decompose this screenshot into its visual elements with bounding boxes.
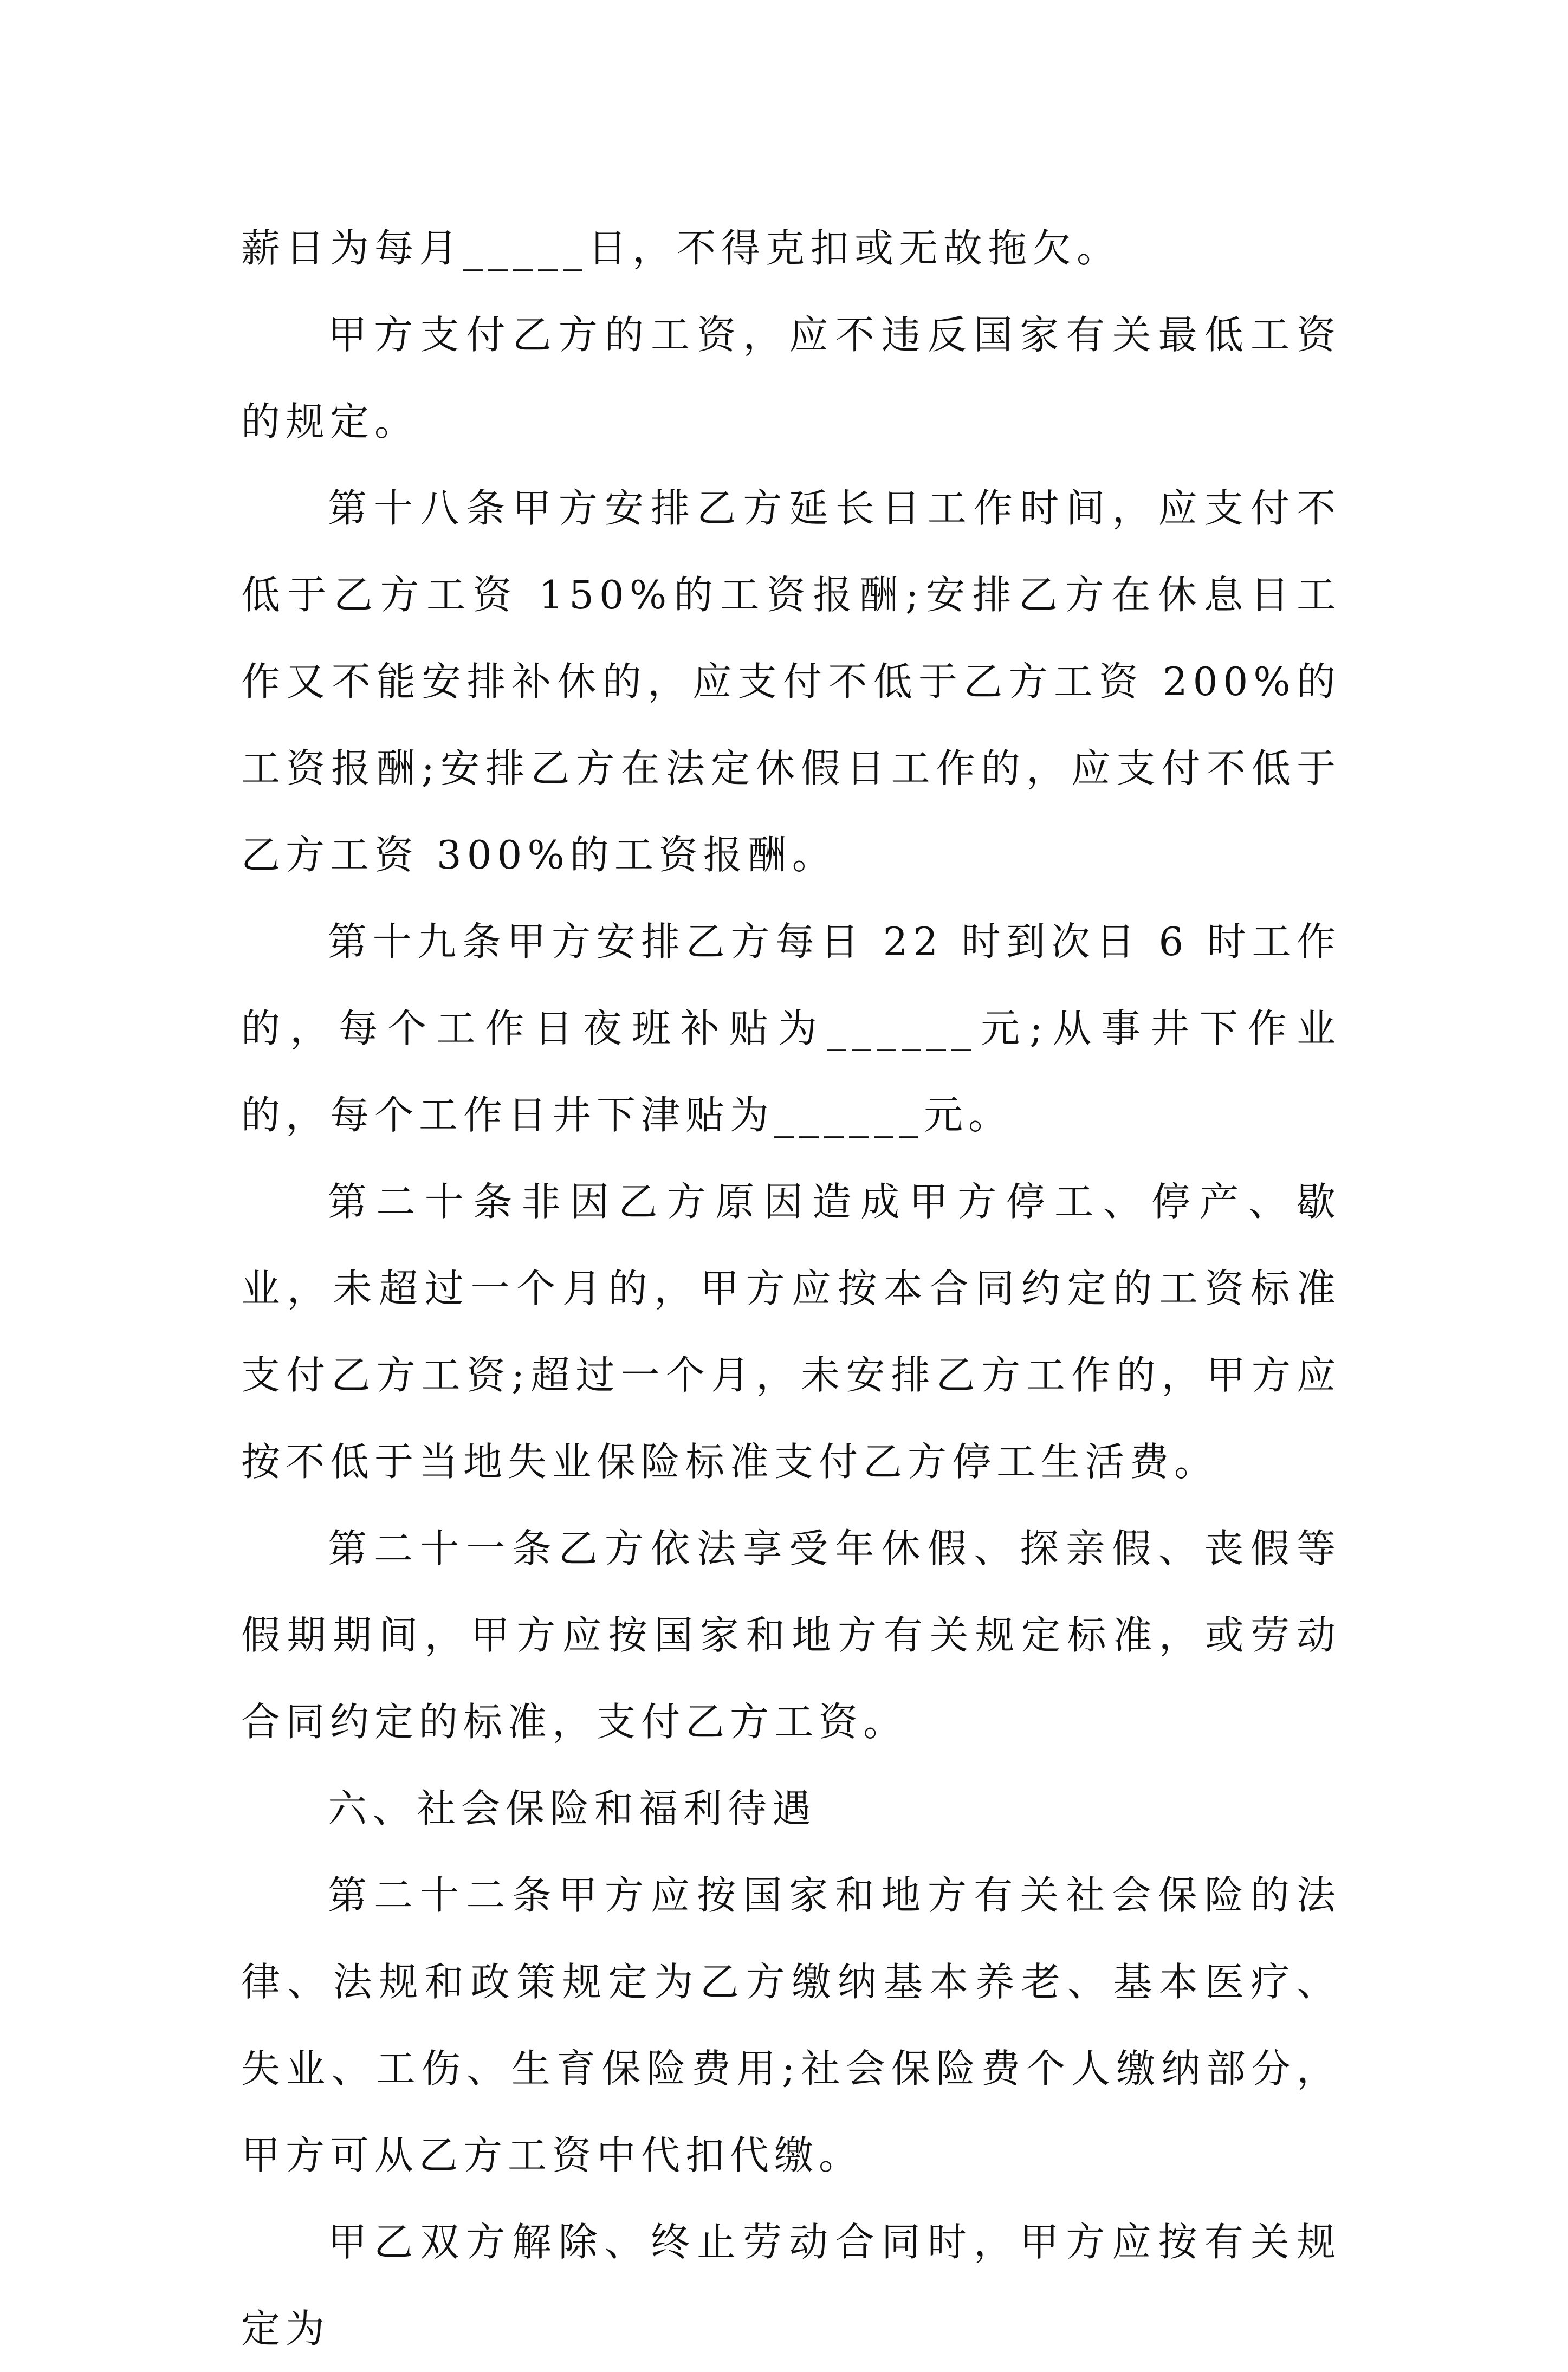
paragraph-article-22: 第二十二条甲方应按国家和地方有关社会保险的法律、法规和政策规定为乙方缴纳基本养老、基本医疗、失业、工伤、生育保险费用;社会保险费个人缴纳部分，甲方可从乙方工资中代扣代缴。 — [241, 1872, 1341, 2178]
paragraph-article-18: 第十八条甲方安排乙方延长日工作时间，应支付不低于乙方工资 150%的工资报酬;安排乙方在休息日工作又不能安排补休的，应支付不低于乙方工资 200%的工资报酬;安排乙方在法定休假日工作的，应支付不低于乙方工资 300%的工资报酬。 — [241, 485, 1341, 878]
paragraph-termination: 甲乙双方解除、终止劳动合同时，甲方应按有关规定为 — [241, 2219, 1341, 2351]
paragraph-payday: 薪日为每月_____日，不得克扣或无故拖欠。 — [241, 225, 1122, 271]
document-body — [241, 205, 1341, 2372]
paragraph-article-19: 第十九条甲方安排乙方每日 22 时到次日 6 时工作的，每个工作日夜班补贴为______元;从事井下作业的，每个工作日井下津贴为______元。 — [241, 919, 1341, 1138]
paragraph-article-21: 第二十一条乙方依法享受年休假、探亲假、丧假等假期期间，甲方应按国家和地方有关规定标准，或劳动合同约定的标准，支付乙方工资。 — [241, 1526, 1341, 1745]
section-heading-social-insurance: 六、社会保险和福利待遇 — [328, 1786, 817, 1831]
paragraph-article-20: 第二十条非因乙方原因造成甲方停工、停产、歇业，未超过一个月的，甲方应按本合同约定的工资标准支付乙方工资;超过一个月，未安排乙方工作的，甲方应按不低于当地失业保险标准支付乙方停工生活费。 — [241, 1179, 1341, 1485]
paragraph-minimum-wage: 甲方支付乙方的工资，应不违反国家有关最低工资的规定。 — [241, 312, 1341, 444]
